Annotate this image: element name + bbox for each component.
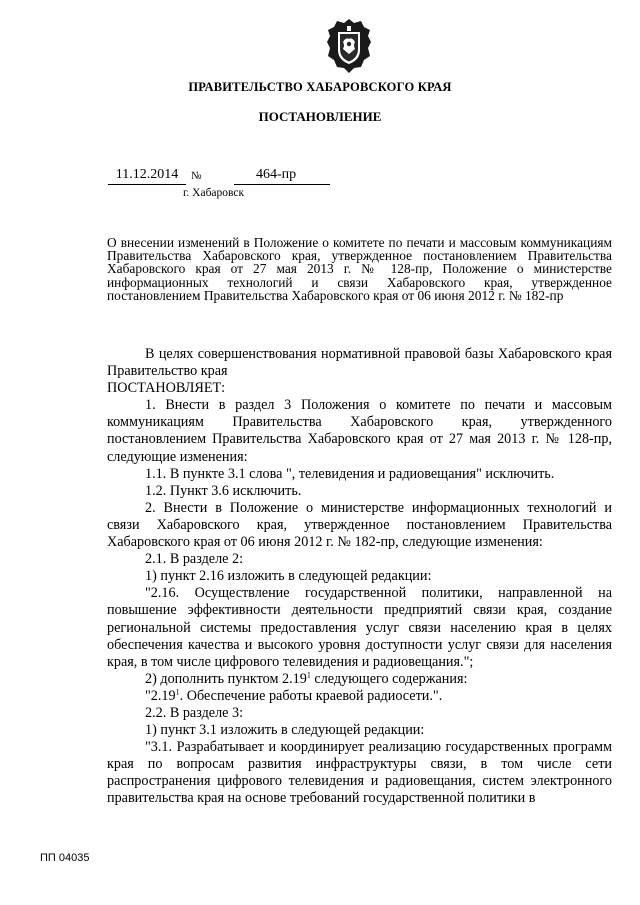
footer-code: ПП 04035 — [40, 852, 90, 864]
paragraph-2-2: 2.2. В разделе 3: — [145, 704, 244, 721]
paragraph-2: 2. Внести в Положение о министерстве информационных технологий и связи Хабаровского края, утвержденное постановлением Правительства Хабаровского края от 06 июня 2012 г. № 182-пр, следующие изменения: — [107, 499, 612, 551]
resolves-heading: ПОСТАНОВЛЯЕТ: — [107, 380, 226, 397]
paragraph-2-1-item-1: 1) пункт 2.16 изложить в следующей редакции: — [145, 568, 432, 585]
item-2-text-b: следующего содержания: — [310, 670, 468, 687]
item-3-text-a: "2.19 — [145, 687, 176, 704]
city-label: г. Хабаровск — [183, 187, 245, 199]
coat-of-arms-emblem — [326, 18, 372, 74]
paragraph-2-2-item-1: 1) пункт 3.1 изложить в следующей редакции: — [145, 722, 425, 739]
preamble-paragraph: В целях совершенствования нормативной правовой базы Хабаровского края Правительство края — [107, 346, 612, 380]
item-3-superscript: 1 — [175, 687, 180, 697]
paragraph-1-2: 1.2. Пункт 3.6 исключить. — [145, 482, 302, 499]
paragraph-2-1-item-3 — [107, 688, 612, 705]
item-2-text-a: 2) дополнить пунктом 2.19 — [145, 670, 307, 687]
paragraph-1-1: 1.1. В пункте 3.1 слова ", телевидения и радиовещания" исключить. — [145, 465, 555, 482]
document-body — [107, 346, 612, 808]
document-number: 464-пр — [234, 167, 330, 185]
paragraph-2-1: 2.1. В разделе 2: — [145, 551, 244, 568]
paragraph-1: 1. Внести в раздел 3 Положения о комитете по печати и массовым коммуникациям Правительства Хабаровского края, утвержденного постановлением Правительства Хабаровского края от 27 мая 2013 г. № 128-пр, следующие изменения: — [107, 397, 612, 465]
paragraph-2-1-item-2 — [107, 671, 612, 688]
organization-title: ПРАВИТЕЛЬСТВО ХАБАРОВСКОГО КРАЯ — [188, 80, 452, 94]
item-2-superscript: 1 — [306, 670, 311, 680]
number-sign: № — [191, 170, 202, 182]
document-type-title: ПОСТАНОВЛЕНИЕ — [258, 109, 382, 124]
paragraph-2-2-quote: "3.1. Разрабатывает и координирует реализацию государственных программ края по вопросам развития инфраструктуры связи, в том числе сети распространения цифрового телевидения и радиовещания, систем электронного правительства края на основе требований государственной политики в — [107, 739, 612, 807]
paragraph-2-1-quote: "2.16. Осуществление государственной политики, направленной на повышение эффективности деятельности предприятий связи края, создание региональной системы предоставления услуг связи населению края в целях обеспечения качества и высокого уровня доступности услуг связи для населения края, в том числе цифрового телевидения и радиовещания."; — [107, 585, 612, 670]
document-subject: О внесении изменений в Положение о комитете по печати и массовым коммуникациям Правительства Хабаровского края, утвержденное постановлением Правительства Хабаровского края от 27 мая 2013 г. № 128-пр, Положение о министерстве информационных технологий и связи Хабаровского края, утвержденное постановлением Правительства Хабаровского края от 06 июня 2012 г. № 182-пр — [107, 235, 612, 303]
document-date: 11.12.2014 — [108, 167, 186, 185]
item-3-text-b: . Обеспечение работы краевой радиосети.". — [179, 687, 443, 704]
